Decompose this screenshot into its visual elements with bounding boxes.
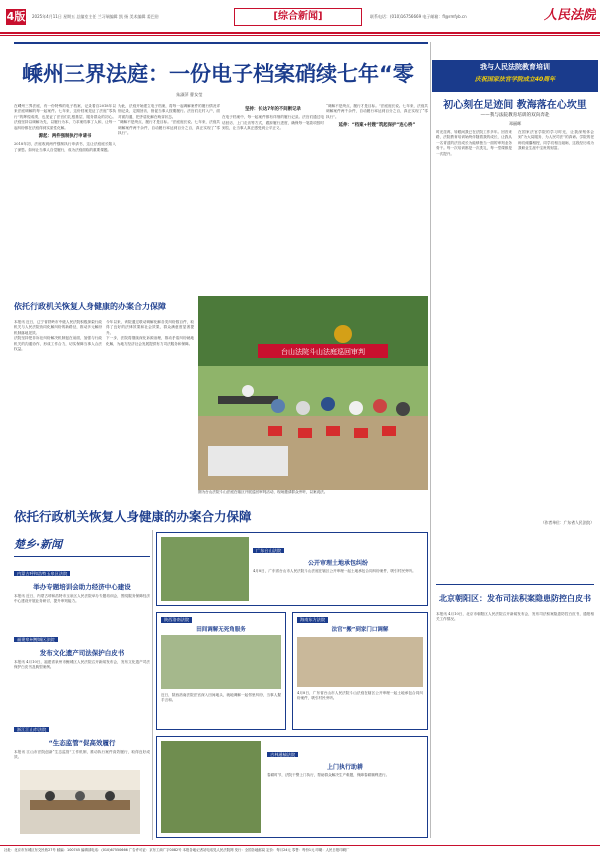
footer-text: 社址：北京市东城区东交民巷27号 邮编：100745 编辑部电话：(010)67550666 广告许可证：京东工商广字0082号 本报各地记者站电话见人民法院网 发行：全国各地邮局 定价：每月24元 零售：每份1元 印刷：人民日报印刷厂 [4, 848, 350, 852]
brief-text: 本报讯 江山市法院创新“生态监管”工作机制，推动执行案件高效履行，取得良好成效。 [14, 750, 150, 760]
contact-info: 联系电话：(010)16756669 电子邮箱：fl@rmfyb.cn [370, 14, 467, 19]
court-hearing-illustration [198, 296, 428, 490]
lead-subheading: 坚持：长达7年的不间断记录 [245, 107, 301, 112]
brief-box-3[interactable] [156, 612, 286, 730]
second-paragraph: 今年以来，该院通过联动调解化解各类纠纷数百件，取得了良好的法律效果和社会效果，群众满意度显著提升。 [106, 320, 194, 335]
brief-tag: 广东台山法院 [253, 548, 284, 553]
lead-paragraph: 在电子档案中，每一起案件都有详细的履行记录。法官们通过电话回访、上门走访等方式，跟踪履行进度，确保每一笔款项按时到位，让当事人真正感受到公平正义。 [222, 115, 324, 131]
section-title: [综合新闻] [234, 8, 362, 26]
header-rule-thin [0, 35, 600, 36]
beijing-text: 本报讯 4月10日，北京市朝阳区人民法院召开新闻发布会，发布司法积案隐患防控白皮书，通报相关工作情况。 [436, 612, 594, 622]
court-hearing-photo [198, 296, 428, 490]
brief-2[interactable] [14, 626, 150, 718]
brief-tag: 福建泉州鲤城区法院 [14, 637, 58, 642]
brief-tag: 浙江江山市法院 [14, 727, 49, 732]
brief-text: 近日，陕西洛南法院法官深入田间地头，就地调解一起邻里纠纷，当事人握手言和。 [161, 693, 281, 703]
brief-text: 4月8日，广东省台山市人民法院斗山法庭在辖区公开审理一起土地承包合同纠纷案件，吸引村民旁听。 [253, 569, 416, 573]
lead-paragraph: 在嵊州三界法庭，有一份特殊的电子档案，记录着自2018年以来法庭调解的每一起案件。七年来，这份档案见证了法庭“零执行”的辉煌成绩，也见证了法官们扎根基层、服务群众的初心。法庭坚持以调解为先，以履行为本，力求案结事了人和，让每一起纠纷都在法庭得到实质性化解。 [14, 104, 116, 130]
brief-text: 春耕时节，法院干警上门执行，帮助群众解决生产难题，保障春耕顺利进行。 [267, 773, 390, 777]
second-headline[interactable]: 依托行政机关恢复人身健康的办案合力保障 [14, 302, 166, 311]
brief-tag: 陕西洛南法院 [161, 617, 192, 623]
office-photo [20, 770, 140, 834]
lead-subheading: 源起：两件强制执行申请书 [38, 134, 92, 140]
brief-box-4[interactable] [156, 736, 428, 838]
photo-caption: 图为台山法院斗山法庭在辖区开展巡回审判活动，现场邀请群众旁听，以案说法。 [198, 490, 328, 494]
lead-subheading: 延伸：“档案+村嫂”筑起保护“连心桥” [338, 123, 416, 129]
lead-paragraph: “调解不是终点，履行才是目标。”法庭庭长说。七年来，法庭共调解案件两千余件，自动履行率达到百分之百，真正实现了“零执行”。 [326, 104, 428, 119]
lead-column-4 [326, 104, 428, 292]
divider [14, 556, 150, 557]
brief-tag: 内蒙古呼和浩特玉泉区法院 [14, 571, 70, 576]
field-photo [161, 537, 249, 601]
essay-paragraph: 时光荏苒，转眼间我已在法院工作多年。回首来路，法院教育培训始终伴随着我的成长，让我从一名青涩的法官成长为能够独当一面的审判业务骨干。每一次培训都是一次洗礼，每一堂课都是一次提升。 [436, 130, 512, 156]
third-headline[interactable]: 依托行政机关恢复人身健康的办案合力保障 [14, 509, 252, 524]
brief-title: 举办专题培训会助力经济中心建设 [33, 583, 131, 591]
second-column-2 [106, 320, 194, 485]
essay-author-note: （作者单位：广东省人民法院） [540, 520, 594, 525]
second-paragraph: 法院坚持把非诉讼纠纷解决机制挺在前面，加强与行政机关的沟通协作，形成工作合力，切实保障当事人合法权益。 [14, 336, 102, 352]
issue-meta: 2025年4月11日 星期五 总编室主任 兰习瑞编辑 凯 扬 美术编辑 姜巴俗 [32, 14, 159, 19]
essay-column-1 [436, 130, 512, 518]
column-divider [152, 530, 153, 840]
essay-paragraph: 在国家法官学院的学习时光，让我深刻体会到“为大局服务、为人民司法”的真谛。学院的老师们倾囊相授，同学们相互砥砺，这段经历成为我职业生涯中宝贵的财富。 [518, 130, 594, 151]
farmland-photo [161, 741, 261, 833]
brief-title: 上门执行助耕 [326, 764, 363, 771]
home-visit-photo [297, 637, 423, 687]
lead-column-2 [118, 104, 220, 292]
brief-tag: 海南东方法院 [297, 617, 328, 623]
essay-title[interactable]: 初心刻在足迹间 教海落在心坎里 [443, 100, 587, 111]
banner-title: 我与人民法院教育培训 [480, 63, 550, 71]
newspaper-logo: 人民法院 [543, 8, 596, 23]
brief-title: 法官“搬”到家门口调解 [331, 627, 389, 633]
second-paragraph: 下一步，法院将继续深化诉源治理，推动矛盾纠纷就地化解，为地方经济社会发展提供有力司法服务和保障。 [106, 336, 194, 346]
column-divider [430, 42, 431, 838]
farm-photo [161, 635, 281, 689]
lead-column-3 [222, 104, 324, 292]
lead-column-1 [14, 104, 116, 292]
lead-headline[interactable]: 嵊州三界法庭：一份电子档案硝续七年“零 [22, 62, 414, 86]
page-number: 4版 [6, 10, 26, 23]
second-paragraph: 本报讯 近日，辽宁省铁岭市中级人民法院积极探索行政机关与人民法院协同化解纠纷的新路径，推动多元解纷机制落地见效。 [14, 320, 102, 335]
brief-box-2[interactable] [292, 612, 428, 730]
brief-title: 发布文化遗产司法保护白皮书 [39, 649, 125, 657]
section-logo: 楚乡·新闻 [14, 538, 63, 551]
brief-title: 田间调解无死角服务 [196, 627, 246, 633]
lead-byline: 朱淑萍 曹女莹 [176, 92, 203, 97]
banner-text: 台山法院斗山法庭巡回审判 [281, 348, 365, 356]
brief-box-1[interactable] [156, 532, 428, 606]
brief-text: 本报讯 4月10日，福建省泉州市鲤城区人民法院召开新闻发布会，发布文化遗产司法保护白皮书及典型案例。 [14, 660, 150, 670]
essay-author: 邓丽晖 [508, 121, 522, 126]
banner-subtitle: 庆祝国家法官学院成立40周年 [474, 76, 556, 83]
lead-paragraph: 2018年初，法庭收到两件强制执行申请书，这让法庭庭长陷入了深思。如何让当事人自觉履行，成为法庭面临的重要课题。 [14, 142, 116, 152]
brief-text: 本报讯 近日，内蒙古呼和浩特市玉泉区人民法院举办专题培训会，围绕服务保障经济中心建设开展业务研讨，提升审判能力。 [14, 594, 150, 604]
lead-paragraph: 为此，法庭开始建立电子档案，将每一起调解案件的履行情况详细记录，定期回访，督促当事人按期履行。法官们走村入户，面对面沟通，把矛盾化解在萌芽状态。 [118, 104, 220, 119]
brief-title: 公开审理土地承包纠纷 [307, 560, 368, 567]
lead-paragraph: “调解不是终点，履行才是目标。”法庭庭长说。七年来，法庭共调解案件两千余件，自动履行率达到百分之百，真正实现了“零执行”。 [118, 120, 220, 136]
brief-title: “生态监管”促高效履行 [48, 739, 116, 747]
essay-column-2 [518, 130, 594, 518]
divider [436, 584, 594, 585]
office-illustration [20, 770, 140, 834]
beijing-headline[interactable]: 北京朝阳区：发布司法积案隐患防控白皮书 [439, 594, 591, 603]
header-rule [0, 32, 600, 34]
essay-subtitle: ——我与法院教育培训的双向奔赴 [480, 113, 550, 118]
brief-text: 4月8日，广东省台山市人民法院斗山法庭在辖区公开审理一起土地承包合同纠纷案件，吸引村民旁听。 [297, 691, 423, 701]
second-column-1 [14, 320, 102, 485]
brief-tag: 吉林通榆法院 [267, 752, 298, 757]
